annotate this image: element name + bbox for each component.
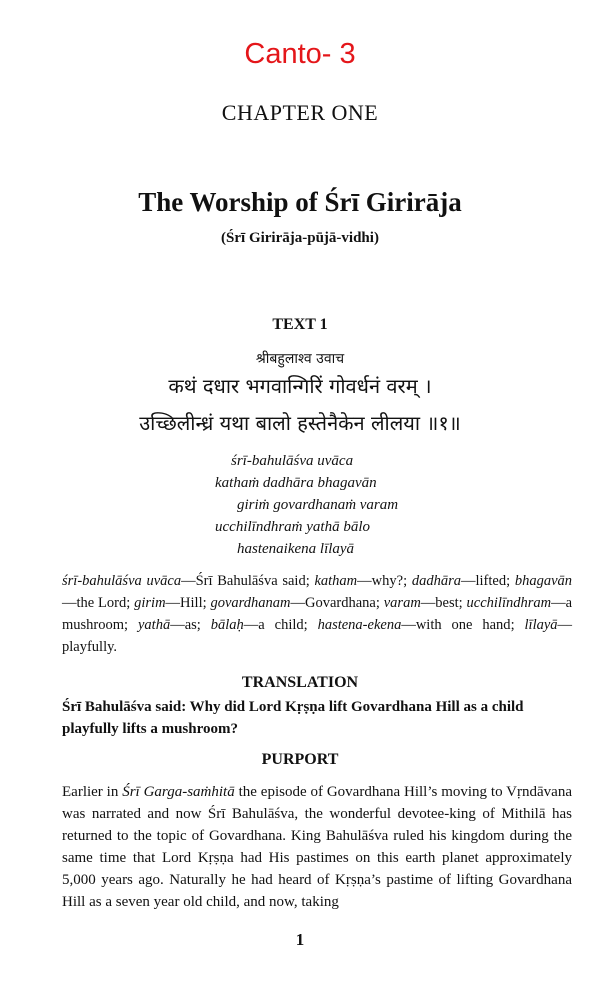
- page-number: 1: [295, 930, 305, 949]
- transliteration-line: ucchilīndhraṁ yathā bālo: [215, 519, 370, 535]
- chapter-heading: CHAPTER ONE: [221, 100, 379, 125]
- synonym-term: śrī-bahulāśva uvāca: [62, 573, 182, 589]
- transliteration-line: hastenaikena līlayā: [237, 541, 355, 557]
- synonym-term: katham: [314, 573, 358, 589]
- translation-heading: TRANSLATION: [241, 674, 359, 691]
- synonym-meaning: Govardhana: [305, 595, 376, 611]
- synonyms-paragraph: śrī-bahulāśva uvāca—Śrī Bahulāśva said; katham—why?; dadhāra—lifted; bhagavān—the Lord; girim—Hill; govardhanam—Govardhana; varam—best; ucchilīndhram—a mushroom; yathā—as; bālaḥ—a child; hastena-ekena—with one hand; līlayā—playfully.: [62, 573, 573, 655]
- purport-paragraph: [62, 781, 572, 913]
- synonym-meaning: with one hand: [415, 617, 511, 633]
- canto-label: Canto- 3: [244, 38, 356, 70]
- purport-book-title: Śrī Garga-saṁhitā: [122, 784, 235, 800]
- purport-text: Earlier in: [62, 784, 123, 800]
- synonym-meaning: a mushroom: [62, 595, 573, 633]
- synonym-term: dadhāra: [411, 573, 461, 589]
- synonym-term: govardhanam: [210, 595, 291, 611]
- synonym-term: līlayā: [524, 617, 558, 633]
- transliteration-line: śrī-bahulāśva uvāca: [231, 453, 354, 469]
- devanagari-verse-line-1: कथं दधार भगवान्गिरिं गोवर्धनं वरम् ।: [168, 374, 432, 398]
- synonym-term: bhagavān: [514, 573, 573, 589]
- synonym-meaning: why?: [371, 573, 404, 589]
- synonym-term: ucchilīndhram: [466, 595, 552, 611]
- synonym-term: hastena-ekena: [317, 617, 402, 633]
- synonym-meaning: playfully.: [62, 639, 118, 655]
- synonym-meaning: as: [184, 617, 197, 633]
- synonym-term: varam: [383, 595, 421, 611]
- translation-text: Śrī Bahulāśva said: Why did Lord Kṛṣṇa lift Govardhana Hill as a child playfully lifts a mushroom?: [62, 699, 524, 737]
- devanagari-speaker: श्रीबहुलाश्व उवाच: [255, 351, 345, 367]
- chapter-subtitle: (Śrī Girirāja-pūjā-vidhi): [221, 230, 379, 246]
- verse-heading: TEXT 1: [272, 316, 328, 333]
- chapter-title: The Worship of Śrī Girirāja: [138, 187, 462, 217]
- devanagari-verse-line-2: उच्छिलीन्ध्रं यथा बालो हस्तेनैकेन लीलया ॥१॥: [139, 411, 461, 435]
- synonym-term: yathā: [137, 617, 171, 633]
- purport-heading: PURPORT: [261, 751, 339, 768]
- synonym-meaning: Śrī Bahulāśva said: [195, 573, 306, 589]
- synonym-meaning: Hill: [180, 595, 203, 611]
- purport-text: the episode of Govardhana Hill’s moving to Vṛndāvana was narrated and now Śrī Bahulāśva, the wonderful devotee-king of Mithilā has returned to the topic of Govardhana. King Bahulāśva ruled his kingdom during the same time that Lord Kṛṣṇa had His pastimes on this earth planet approximately 5,000 years ago. Naturally he had heard of Kṛṣṇa’s pastime of lifting Govardhana Hill as a seven year old child, and now, taking: [62, 784, 572, 910]
- synonym-meaning: a child: [258, 617, 304, 633]
- synonym-term: girim: [134, 595, 166, 611]
- synonym-meaning: the Lord: [76, 595, 127, 611]
- synonym-term: bālaḥ: [210, 617, 244, 633]
- synonym-meaning: best: [435, 595, 459, 611]
- synonym-meaning: lifted: [475, 573, 507, 589]
- transliteration-line: kathaṁ dadhāra bhagavān: [215, 475, 377, 491]
- transliteration-line: giriṁ govardhanaṁ varam: [237, 497, 399, 513]
